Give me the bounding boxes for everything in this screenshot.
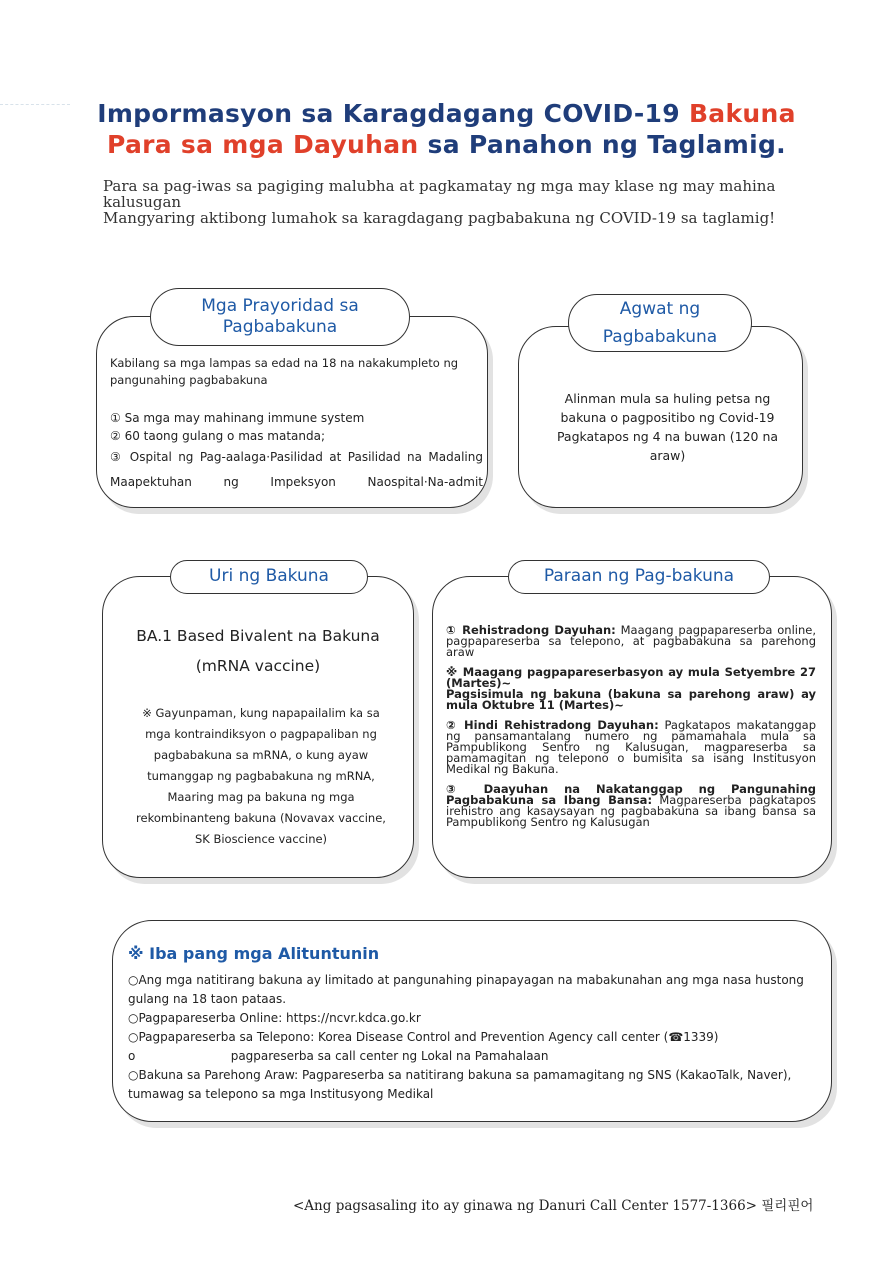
method-p2-label: ※ Maagang pagpapareserbasyon ay mula Setyembre 27 (Martes)~: [446, 665, 816, 690]
vaccine-sub: (mRNA vaccine): [195, 657, 321, 675]
intro-line-2: Mangyaring aktibong lumahok sa karagdagang pagbabakuna ng COVID-19 sa taglamig!: [103, 209, 776, 227]
priorities-intro: [110, 355, 485, 389]
method-p4-label: ③ Daayuhan na Nakatanggap ng Pangunahing Pagbabakuna sa Ibang Bansa:: [446, 782, 816, 807]
method-p2b: [446, 689, 816, 711]
method-heading-text: Paraan ng Pag-bakuna: [543, 566, 735, 586]
method-p4-text: Magpareserba pagkatapos irehistro ang kasaysayan ng pagbabakuna sa ibang bansa sa Pampublikong Sentro ng Kalusugan: [446, 793, 816, 829]
interval-heading: [568, 294, 752, 352]
priority-item-2: ② 60 taong gulang o mas matanda;: [110, 429, 326, 443]
page-title: [0, 98, 893, 160]
method-p1-text: Maagang pagpapareserba online, pagpapareserba sa telepono, at pagbabakuna sa parehong araw: [446, 623, 816, 659]
priority-item-3: ③ Ospital ng Pag-aalaga·Pasilidad at Pasilidad na Madaling Maapektuhan ng Impeksyon Naospital·Na-admit: [110, 450, 483, 489]
other-line-4: o pagpareserba sa call center ng Lokal na Pamahalaan: [128, 1049, 549, 1063]
method-p3-text: Pagkatapos makatanggap ng pansamantalang numero ng pamamahala mula sa Pampublikong Sentro ng Kalusugan, magpareserba sa pamamagitan ng telepono o bumisita sa isang Institusyon Medikal ng Bakuna.: [446, 718, 817, 776]
method-p2: [446, 667, 816, 689]
other-line-3: ○Pagpapareserba sa Telepono: Korea Disease Control and Prevention Agency call center (☎1339): [128, 1030, 719, 1044]
method-p1: [446, 625, 816, 658]
title-line2-navy: sa Panahon ng Taglamig.: [418, 130, 786, 159]
vaccine-note-text: ※ Gayunpaman, kung napapailalim ka sa mga kontraindiksyon o pagpapaliban ng pagbabakuna sa mRNA, o kung ayaw tumanggap ng pagbabakuna ng mRNA, Maaring mag pa bakuna ng mga rekombinanteng bakuna (Novavax vaccine, SK Bioscience vaccine): [136, 706, 386, 846]
interval-text-content: Alinman mula sa huling petsa ng bakuna o pagpositibo ng Covid-19 Pagkatapos ng 4 na buwan (120 na araw): [556, 391, 779, 463]
priorities-list: [110, 409, 483, 495]
intro-text: [103, 178, 793, 226]
footer-credit: <Ang pagsasaling ito ay ginawa ng Danuri Call Center 1577-1366> 필리핀어: [293, 1198, 814, 1214]
method-p3: [446, 720, 816, 775]
vaccine-name: BA.1 Based Bivalent na Bakuna: [136, 627, 380, 645]
priority-item-1: ① Sa mga may mahinang immune system: [110, 411, 365, 425]
priorities-heading: [150, 288, 410, 346]
other-line-5: ○Bakuna sa Parehong Araw: Pagpareserba sa natitirang bakuna sa pamamagitang ng SNS (KakaoTalk, Naver), tumawag sa telepono sa mga Institusyong Medikal: [128, 1068, 792, 1101]
vaccine-type-heading: [170, 560, 368, 594]
title-line2-red: Para sa mga Dayuhan: [107, 130, 419, 159]
other-line-2: ○Pagpapareserba Online: https://ncvr.kdca.go.kr: [128, 1011, 421, 1025]
priorities-intro-text: Kabilang sa mga lampas sa edad na 18 na nakakumpleto ng pangunahing pagbabakuna: [110, 356, 459, 387]
method-p1-label: ① Rehistradong Dayuhan:: [446, 623, 616, 637]
method-body: [446, 625, 816, 828]
priorities-heading-text: Mga Prayoridad sa Pagbabakuna: [201, 296, 359, 337]
method-p4: [446, 784, 816, 828]
intro-line-1: Para sa pag-iwas sa pagiging malubha at pagkamatay ng mga may klase ng may mahina kalusugan: [103, 177, 776, 211]
title-line1-red: Bakuna: [688, 99, 796, 128]
method-p3-label: ② Hindi Rehistradong Dayuhan:: [446, 718, 659, 732]
interval-text: [545, 389, 790, 465]
vaccine-note: [130, 703, 392, 850]
other-guidelines-heading: ※ Iba pang mga Alituntunin: [128, 944, 380, 963]
vaccine-type-heading-text: Uri ng Bakuna: [209, 566, 329, 586]
method-heading: [508, 560, 770, 594]
vaccine-name-block: [108, 621, 408, 681]
method-p2b-label: Pagsisimula ng bakuna (bakuna sa parehong araw) ay mula Oktubre 11 (Martes)~: [446, 687, 816, 712]
other-line-1: ○Ang mga natitirang bakuna ay limitado at pangunahing pinapayagan na mabakunahan ang mga nasa hustong gulang na 18 taon pataas.: [128, 973, 804, 1006]
other-guidelines-list: [128, 971, 818, 1104]
interval-heading-text: Agwat ng Pagbabakuna: [602, 299, 718, 347]
title-line1-navy: Impormasyon sa Karagdagang COVID-19: [97, 99, 689, 128]
